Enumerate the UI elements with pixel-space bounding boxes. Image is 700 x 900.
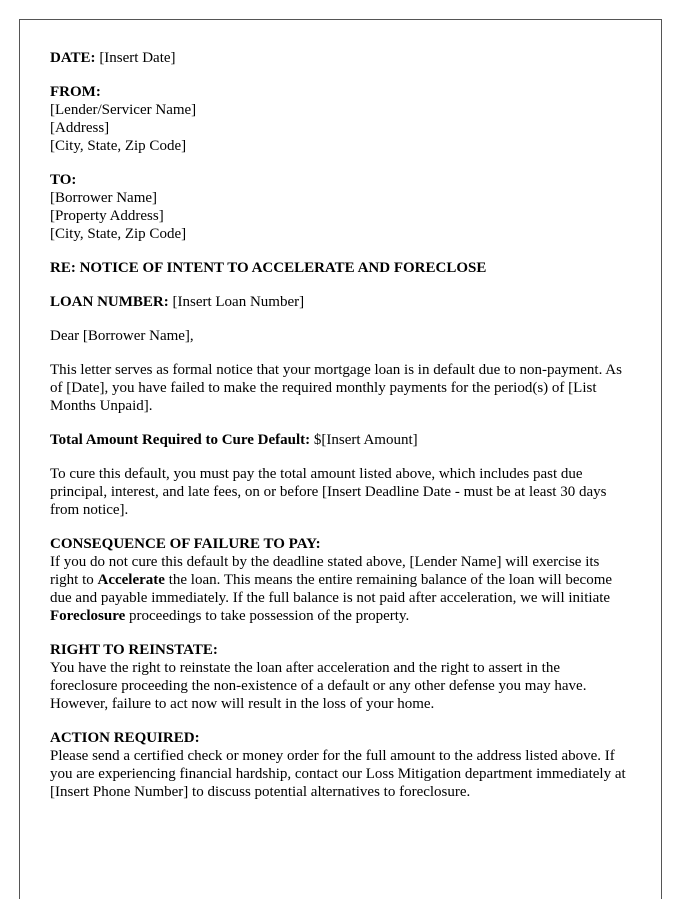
cure-paragraph: To cure this default, you must pay the total amount listed above, which includes past due principal, interest, and late fees, on or before [Insert Deadline Date - must be at least 30 days from notice]. xyxy=(50,466,607,518)
loan-number-label: LOAN NUMBER: xyxy=(50,294,169,310)
total-amount-value: $[Insert Amount] xyxy=(313,432,418,448)
from-address: [Address] xyxy=(50,120,110,136)
reinstate-body: You have the right to reinstate the loan after acceleration and the right to assert in the foreclosure proceeding the non-existence of a default or any other defense you may have. However, failure to act now will result in the loss of your home. xyxy=(50,660,587,712)
re-line xyxy=(50,259,631,277)
re-heading: RE: NOTICE OF INTENT TO ACCELERATE AND FORECLOSE xyxy=(50,260,487,276)
to-property: [Property Address] xyxy=(50,208,164,224)
from-city: [City, State, Zip Code] xyxy=(50,138,187,154)
consequence-foreclosure: Foreclosure xyxy=(50,608,126,624)
loan-number-value: [Insert Loan Number] xyxy=(172,294,305,310)
consequence-heading: CONSEQUENCE OF FAILURE TO PAY: xyxy=(50,536,321,552)
date-line xyxy=(50,49,631,67)
total-amount-label: Total Amount Required to Cure Default: xyxy=(50,432,311,448)
to-label: TO: xyxy=(50,172,77,188)
to-borrower: [Borrower Name] xyxy=(50,190,158,206)
consequence-text-3: proceedings to take possession of the property. xyxy=(129,608,410,624)
date-label: DATE: xyxy=(50,50,96,66)
action-section xyxy=(50,729,631,801)
reinstate-heading: RIGHT TO REINSTATE: xyxy=(50,642,218,658)
to-city: [City, State, Zip Code] xyxy=(50,226,187,242)
consequence-text-2: the loan. This means the entire remaining balance of the loan will become due and payable immediately. If the full balance is not paid after acceleration, we will initiate xyxy=(50,572,613,606)
consequence-section xyxy=(50,535,631,625)
intro-paragraph: This letter serves as formal notice that your mortgage loan is in default due to non-payment. As of [Date], you have failed to make the required monthly payments for the period(s) of [List Months Unpaid]. xyxy=(50,362,622,414)
action-body: Please send a certified check or money order for the full amount to the address listed above. If you are experiencing financial hardship, contact our Loss Mitigation department immediately at [Insert Phone Number] to discuss potential alternatives to foreclosure. xyxy=(50,748,626,800)
reinstate-section xyxy=(50,641,631,713)
from-lender: [Lender/Servicer Name] xyxy=(50,102,197,118)
salutation: Dear [Borrower Name], xyxy=(50,328,194,344)
loan-number-line xyxy=(50,293,631,311)
letter-page xyxy=(19,19,662,899)
from-label: FROM: xyxy=(50,84,101,100)
consequence-accelerate: Accelerate xyxy=(97,572,165,588)
total-amount-line xyxy=(50,431,631,449)
to-block xyxy=(50,171,631,243)
action-heading: ACTION REQUIRED: xyxy=(50,730,200,746)
from-block xyxy=(50,83,631,155)
consequence-text-1: If you do not cure this default by the deadline stated above, [Lender Name] will exercise its right to xyxy=(50,554,600,588)
date-value: [Insert Date] xyxy=(99,50,176,66)
